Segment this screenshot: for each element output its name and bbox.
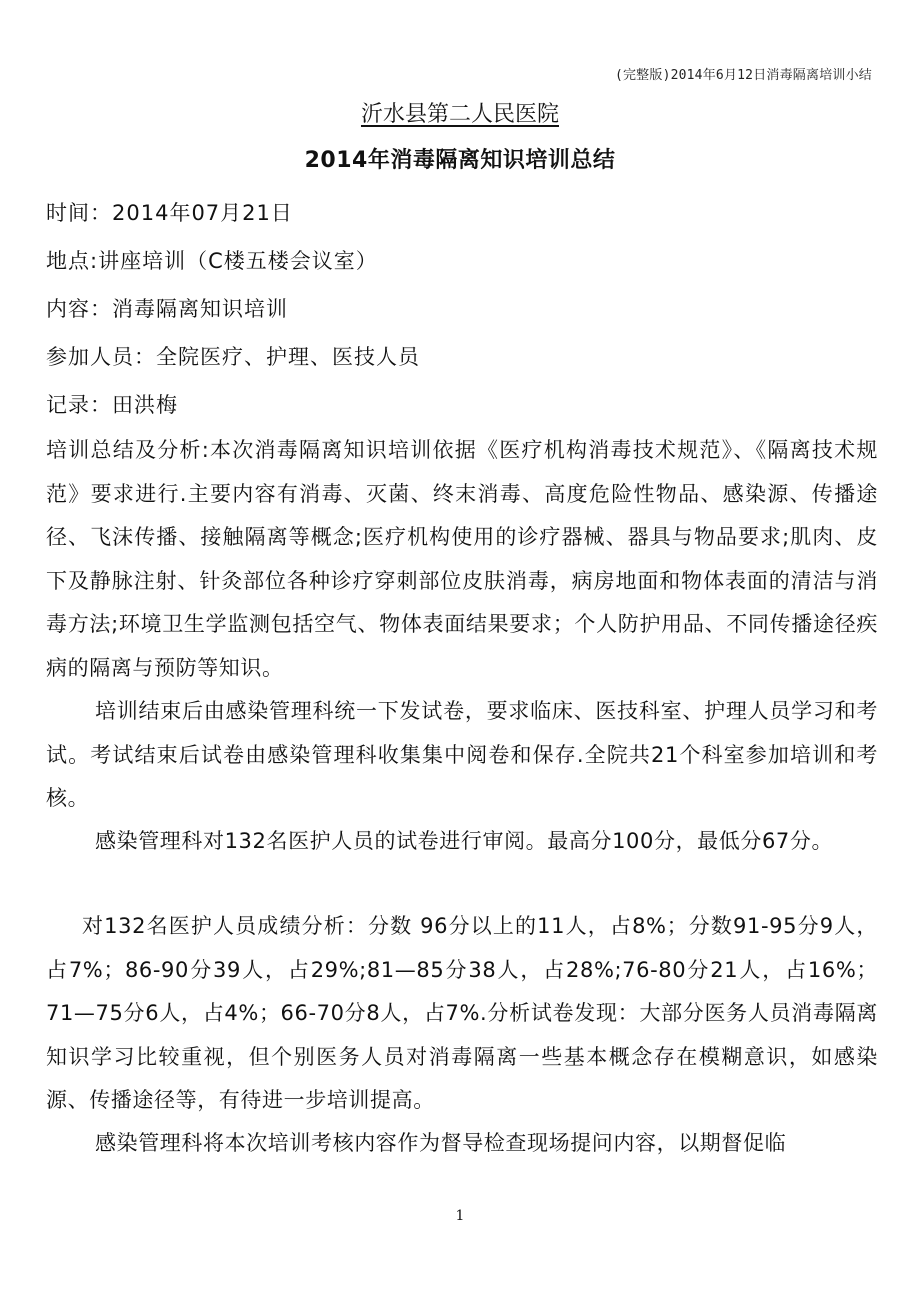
meta-recorder: 记录：田洪梅 bbox=[46, 393, 178, 417]
exam-process-paragraph: 培训结束后由感染管理科统一下发试卷，要求临床、医技科室、护理人员学习和考试。考试结束后试卷由感染管理科收集集中阅卷和保存.全院共21个科室参加培训和考核。 bbox=[46, 699, 878, 810]
meta-content: 内容：消毒隔离知识培训 bbox=[46, 297, 288, 321]
running-header: (完整版)2014年6月12日消毒隔离培训小结 bbox=[614, 68, 872, 83]
meta-place: 地点:讲座培训（C楼五楼会议室） bbox=[46, 249, 378, 273]
score-analysis-paragraph: 对132名医护人员成绩分析：分数 96分以上的11人，占8%；分数91-95分9人，占7%；86-90分39人，占29%;81—85分38人，占28%;76-80分21人，占16%；71—75分6人，占4%；66-70分8人，占7%.分析试卷发现：大部分医务人员消毒隔离知识学习比较重视，但个别医务人员对消毒隔离一些基本概念存在模糊意识，如感染源、传播途径等，有待进一步培训提高。 bbox=[46, 914, 878, 1112]
followup-paragraph: 感染管理科将本次培训考核内容作为督导检查现场提问内容，以期督促临 bbox=[95, 1131, 787, 1155]
document-title: 2014年消毒隔离知识培训总结 bbox=[304, 148, 616, 173]
page-number: 1 bbox=[455, 1208, 465, 1224]
meta-time: 时间：2014年07月21日 bbox=[46, 201, 293, 225]
score-review-paragraph: 感染管理科对132名医护人员的试卷进行审阅。最高分100分，最低分67分。 bbox=[95, 829, 834, 853]
summary-paragraph: 培训总结及分析:本次消毒隔离知识培训依据《医疗机构消毒技术规范》、《隔离技术规范》要求进行.主要内容有消毒、灭菌、终末消毒、高度危险性物品、感染源、传播途径、飞沫传播、接触隔离等概念;医疗机构使用的诊疗器械、器具与物品要求;肌肉、皮下及静脉注射、针灸部位各种诊疗穿刺部位皮肤消毒，病房地面和物体表面的清洁与消毒方法;环境卫生学监测包括空气、物体表面结果要求；个人防护用品、不同传播途径疾病的隔离与预防等知识。 bbox=[46, 438, 878, 680]
hospital-name: 沂水县第二人民医院 bbox=[360, 102, 559, 127]
meta-participants: 参加人员：全院医疗、护理、医技人员 bbox=[46, 345, 420, 369]
